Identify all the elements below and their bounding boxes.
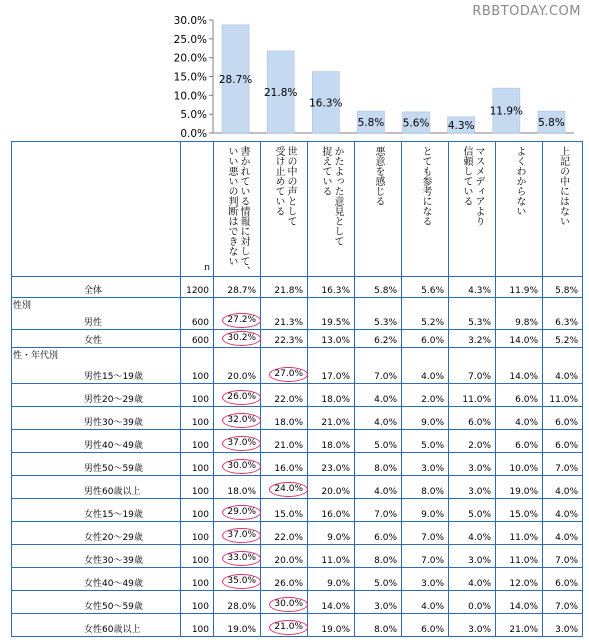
table-cell: 8.0%	[355, 614, 402, 637]
table-cell	[261, 476, 308, 499]
highlight-circle: 30.2%	[222, 331, 261, 346]
group-header-row	[12, 347, 583, 361]
table-row	[12, 430, 583, 453]
row-n: 100	[181, 614, 214, 637]
table-cell: 3.0%	[543, 614, 583, 637]
table-cell	[214, 329, 261, 347]
row-n: 100	[181, 522, 214, 545]
table-cell: 22.0%	[261, 522, 308, 545]
table-cell	[214, 499, 261, 522]
row-label: 女性15～19歳	[12, 499, 181, 522]
column-header-label: かたよった意見として 捉えている	[320, 146, 343, 246]
header-row-label-cell	[12, 142, 181, 277]
table-row	[12, 591, 583, 614]
table-cell: 4.0%	[402, 591, 449, 614]
table-cell	[214, 568, 261, 591]
table-cell	[214, 522, 261, 545]
row-n: 100	[181, 476, 214, 499]
table-cell: 18.0%	[214, 476, 261, 499]
group-empty-cell	[181, 298, 214, 312]
table-row	[12, 384, 583, 407]
table-cell: 9.0%	[402, 407, 449, 430]
group-empty-cell	[496, 347, 543, 361]
column-header-label: とても参考になる	[420, 146, 431, 226]
table-cell: 6.0%	[543, 430, 583, 453]
table-cell: 5.3%	[355, 311, 402, 329]
table-cell: 7.0%	[543, 545, 583, 568]
table-cell: 4.0%	[543, 476, 583, 499]
column-header-label: 悪意を感じる	[373, 146, 384, 206]
table-cell: 19.0%	[496, 476, 543, 499]
y-tick-label: 25.0%	[173, 33, 207, 46]
table-cell: 3.0%	[402, 568, 449, 591]
table-cell: 18.0%	[308, 430, 355, 453]
group-empty-cell	[308, 347, 355, 361]
table-cell: 5.0%	[449, 499, 496, 522]
table-row	[12, 499, 583, 522]
table-cell: 11.0%	[543, 384, 583, 407]
row-n: 600	[181, 329, 214, 347]
table-cell: 5.8%	[355, 277, 402, 298]
row-label: 女性30～39歳	[12, 545, 181, 568]
table-cell: 8.0%	[402, 476, 449, 499]
table-cell: 11.0%	[496, 545, 543, 568]
table-cell: 4.0%	[355, 476, 402, 499]
row-n: 100	[181, 361, 214, 384]
table-cell: 4.0%	[543, 361, 583, 384]
table-cell: 11.0%	[449, 384, 496, 407]
column-header-label: よくわからない	[514, 146, 525, 216]
bar-data-label: 28.7%	[218, 73, 253, 86]
row-label: 男性30～39歳	[12, 407, 181, 430]
column-header	[214, 142, 261, 277]
table-cell: 11.0%	[308, 545, 355, 568]
group-empty-cell	[402, 298, 449, 312]
group-empty-cell	[496, 298, 543, 312]
table-cell: 7.0%	[355, 499, 402, 522]
table-cell: 6.0%	[496, 384, 543, 407]
table-cell: 7.0%	[543, 453, 583, 476]
table-cell: 9.0%	[308, 568, 355, 591]
row-label: 男性15～19歳	[12, 361, 181, 384]
table-cell: 21.8%	[261, 277, 308, 298]
group-empty-cell	[261, 298, 308, 312]
table-row	[12, 522, 583, 545]
table-cell: 15.0%	[496, 499, 543, 522]
table-row	[12, 311, 583, 329]
bar-chart	[0, 0, 589, 141]
table-row	[12, 407, 583, 430]
table-cell: 3.0%	[449, 545, 496, 568]
table-cell: 22.0%	[261, 384, 308, 407]
table-cell: 14.0%	[496, 329, 543, 347]
table-cell: 3.0%	[449, 476, 496, 499]
table-cell: 5.2%	[402, 311, 449, 329]
highlight-circle: 30.0%	[222, 459, 261, 474]
table-body	[12, 277, 583, 637]
table-cell: 18.0%	[308, 384, 355, 407]
table-cell: 4.0%	[449, 522, 496, 545]
row-n: 100	[181, 453, 214, 476]
table-cell: 7.0%	[543, 591, 583, 614]
table-row	[12, 545, 583, 568]
row-n: 100	[181, 591, 214, 614]
table-cell: 6.0%	[496, 430, 543, 453]
table-cell: 16.0%	[261, 453, 308, 476]
table-cell: 17.0%	[308, 361, 355, 384]
row-label: 男性60歳以上	[12, 476, 181, 499]
table-cell: 3.0%	[449, 614, 496, 637]
highlight-circle: 37.0%	[222, 436, 261, 451]
column-header-label: 上記の中にはない	[557, 146, 569, 226]
table-cell: 5.6%	[402, 277, 449, 298]
bar-data-label: 16.3%	[309, 97, 343, 110]
y-tick-label: 0.0%	[180, 128, 207, 140]
table-cell: 9.8%	[496, 311, 543, 329]
table-cell: 9.0%	[308, 522, 355, 545]
bar-data-label: 4.3%	[447, 119, 475, 132]
table-cell: 6.0%	[355, 522, 402, 545]
table-cell: 20.0%	[308, 476, 355, 499]
table-cell: 13.0%	[308, 329, 355, 347]
crosstab-table	[11, 141, 583, 637]
table-cell: 3.0%	[402, 453, 449, 476]
y-tick-label: 15.0%	[173, 71, 207, 84]
highlight-circle: 27.0%	[269, 367, 308, 382]
row-label: 女性60歳以上	[12, 614, 181, 637]
y-tick-label: 5.0%	[180, 109, 207, 122]
table-cell: 22.3%	[261, 329, 308, 347]
column-header	[496, 142, 543, 277]
highlight-circle: 32.0%	[222, 413, 261, 428]
table-cell: 5.3%	[449, 311, 496, 329]
column-header	[402, 142, 449, 277]
table-cell: 14.0%	[308, 591, 355, 614]
group-empty-cell	[261, 347, 308, 361]
table-cell: 5.0%	[355, 568, 402, 591]
table-cell: 5.2%	[543, 329, 583, 347]
bar-data-label: 21.8%	[264, 86, 298, 99]
highlight-circle: 30.0%	[269, 597, 308, 612]
table-cell: 5.0%	[402, 430, 449, 453]
group-empty-cell	[308, 298, 355, 312]
highlight-circle: 27.2%	[222, 313, 261, 328]
table-header-row	[12, 142, 583, 277]
group-header-row	[12, 298, 583, 312]
table-cell	[261, 361, 308, 384]
highlight-circle: 35.0%	[222, 574, 261, 589]
column-header	[543, 142, 583, 277]
table-cell	[261, 614, 308, 637]
bar-data-label: 5.6%	[402, 117, 430, 130]
group-empty-cell	[214, 347, 261, 361]
group-empty-cell	[449, 298, 496, 312]
bar-data-label: 11.9%	[489, 105, 523, 118]
row-n: 100	[181, 430, 214, 453]
row-n: 600	[181, 311, 214, 329]
table-cell	[261, 591, 308, 614]
table-cell	[214, 407, 261, 430]
group-empty-cell	[543, 347, 583, 361]
table-row	[12, 476, 583, 499]
highlight-circle: 37.0%	[222, 528, 261, 543]
n-label: n	[204, 263, 210, 273]
table-cell: 7.0%	[402, 522, 449, 545]
row-n: 100	[181, 407, 214, 430]
row-n: 100	[181, 384, 214, 407]
group-empty-cell	[181, 347, 214, 361]
table-cell: 16.3%	[308, 277, 355, 298]
row-n: 1200	[181, 277, 214, 298]
table-cell: 7.0%	[355, 361, 402, 384]
table-cell: 11.0%	[496, 522, 543, 545]
table-cell: 4.0%	[355, 407, 402, 430]
table-cell	[214, 453, 261, 476]
row-n: 100	[181, 568, 214, 591]
table-cell: 10.0%	[496, 453, 543, 476]
table-cell: 20.0%	[261, 545, 308, 568]
row-label: 女性50～59歳	[12, 591, 181, 614]
row-label: 女性	[12, 329, 181, 347]
table-cell: 15.0%	[261, 499, 308, 522]
table-cell: 4.0%	[355, 384, 402, 407]
table-cell: 26.0%	[261, 568, 308, 591]
table-cell: 3.2%	[449, 329, 496, 347]
highlight-circle: 29.0%	[222, 505, 261, 520]
y-tick-label: 10.0%	[173, 90, 207, 103]
table-cell: 5.0%	[355, 430, 402, 453]
table-cell: 6.0%	[543, 568, 583, 591]
table-cell: 14.0%	[496, 361, 543, 384]
table-cell: 6.2%	[355, 329, 402, 347]
group-empty-cell	[355, 298, 402, 312]
row-n: 100	[181, 499, 214, 522]
highlight-circle: 21.0%	[269, 620, 308, 635]
table-cell: 12.0%	[496, 568, 543, 591]
row-n: 100	[181, 545, 214, 568]
table-cell: 4.0%	[449, 568, 496, 591]
row-label: 男性20～29歳	[12, 384, 181, 407]
bar-data-label: 5.8%	[357, 117, 385, 130]
row-label: 女性40～49歳	[12, 568, 181, 591]
group-empty-cell	[449, 347, 496, 361]
table-cell: 3.0%	[449, 453, 496, 476]
row-label: 全体	[12, 277, 181, 298]
table-cell: 18.0%	[261, 407, 308, 430]
group-empty-cell	[214, 298, 261, 312]
table-cell: 6.3%	[543, 311, 583, 329]
group-empty-cell	[355, 347, 402, 361]
table-cell	[214, 545, 261, 568]
table-cell: 4.0%	[402, 361, 449, 384]
table-cell: 14.0%	[496, 591, 543, 614]
group-empty-cell	[402, 347, 449, 361]
watermark-text: RBBTODAY.COM	[472, 4, 581, 19]
row-label: 男性	[12, 311, 181, 329]
table-cell: 0.0%	[449, 591, 496, 614]
column-header	[449, 142, 496, 277]
group-label: 性・年代別	[12, 347, 181, 361]
table-cell: 23.0%	[308, 453, 355, 476]
table-cell: 19.0%	[308, 614, 355, 637]
table-cell: 28.0%	[214, 591, 261, 614]
column-header	[355, 142, 402, 277]
table-cell: 16.0%	[308, 499, 355, 522]
table-cell: 4.0%	[543, 499, 583, 522]
column-header-label: 書かれている情報に対して、 いい悪いの判断はできない	[226, 146, 249, 276]
table-row	[12, 277, 583, 298]
table-row	[12, 453, 583, 476]
y-tick-label: 30.0%	[173, 15, 207, 27]
table-cell	[214, 311, 261, 329]
table-cell: 3.0%	[355, 591, 402, 614]
highlight-circle: 24.0%	[269, 482, 308, 497]
row-label: 男性40～49歳	[12, 430, 181, 453]
highlight-circle: 26.0%	[222, 390, 261, 405]
table-cell: 21.3%	[261, 311, 308, 329]
table-cell: 6.0%	[402, 329, 449, 347]
table-cell	[214, 430, 261, 453]
table-row	[12, 361, 583, 384]
table-cell: 6.0%	[402, 614, 449, 637]
highlight-circle: 33.0%	[222, 551, 261, 566]
table-cell: 21.0%	[496, 614, 543, 637]
table-cell: 5.8%	[543, 277, 583, 298]
table-cell: 28.7%	[214, 277, 261, 298]
table-cell: 19.0%	[214, 614, 261, 637]
table-cell: 21.0%	[261, 430, 308, 453]
table-cell: 4.0%	[496, 407, 543, 430]
crosstab-table-container	[11, 141, 582, 637]
table-cell: 4.0%	[543, 522, 583, 545]
row-label: 女性20～29歳	[12, 522, 181, 545]
table-cell: 11.9%	[496, 277, 543, 298]
group-empty-cell	[543, 298, 583, 312]
column-header-label: 世の中の声として 受け止めている	[273, 146, 296, 226]
table-cell: 4.3%	[449, 277, 496, 298]
column-header	[261, 142, 308, 277]
table-cell	[214, 384, 261, 407]
table-cell: 6.0%	[449, 407, 496, 430]
table-row	[12, 614, 583, 637]
table-cell: 2.0%	[449, 430, 496, 453]
table-cell: 8.0%	[355, 545, 402, 568]
table-cell: 6.0%	[543, 407, 583, 430]
column-header-label: マスメディアより 信頼している	[461, 146, 484, 226]
table-row	[12, 329, 583, 347]
bar-data-label: 5.8%	[538, 117, 565, 130]
table-cell: 8.0%	[355, 453, 402, 476]
table-cell: 2.0%	[402, 384, 449, 407]
y-tick-label: 20.0%	[173, 52, 207, 65]
table-cell: 7.0%	[449, 361, 496, 384]
table-cell: 20.0%	[214, 361, 261, 384]
table-row	[12, 568, 583, 591]
table-cell: 19.5%	[308, 311, 355, 329]
table-cell: 21.0%	[308, 407, 355, 430]
row-label: 男性50～59歳	[12, 453, 181, 476]
header-n-cell	[181, 142, 214, 277]
group-label: 性別	[12, 298, 181, 312]
table-cell: 9.0%	[402, 499, 449, 522]
column-header	[308, 142, 355, 277]
table-cell: 7.0%	[402, 545, 449, 568]
